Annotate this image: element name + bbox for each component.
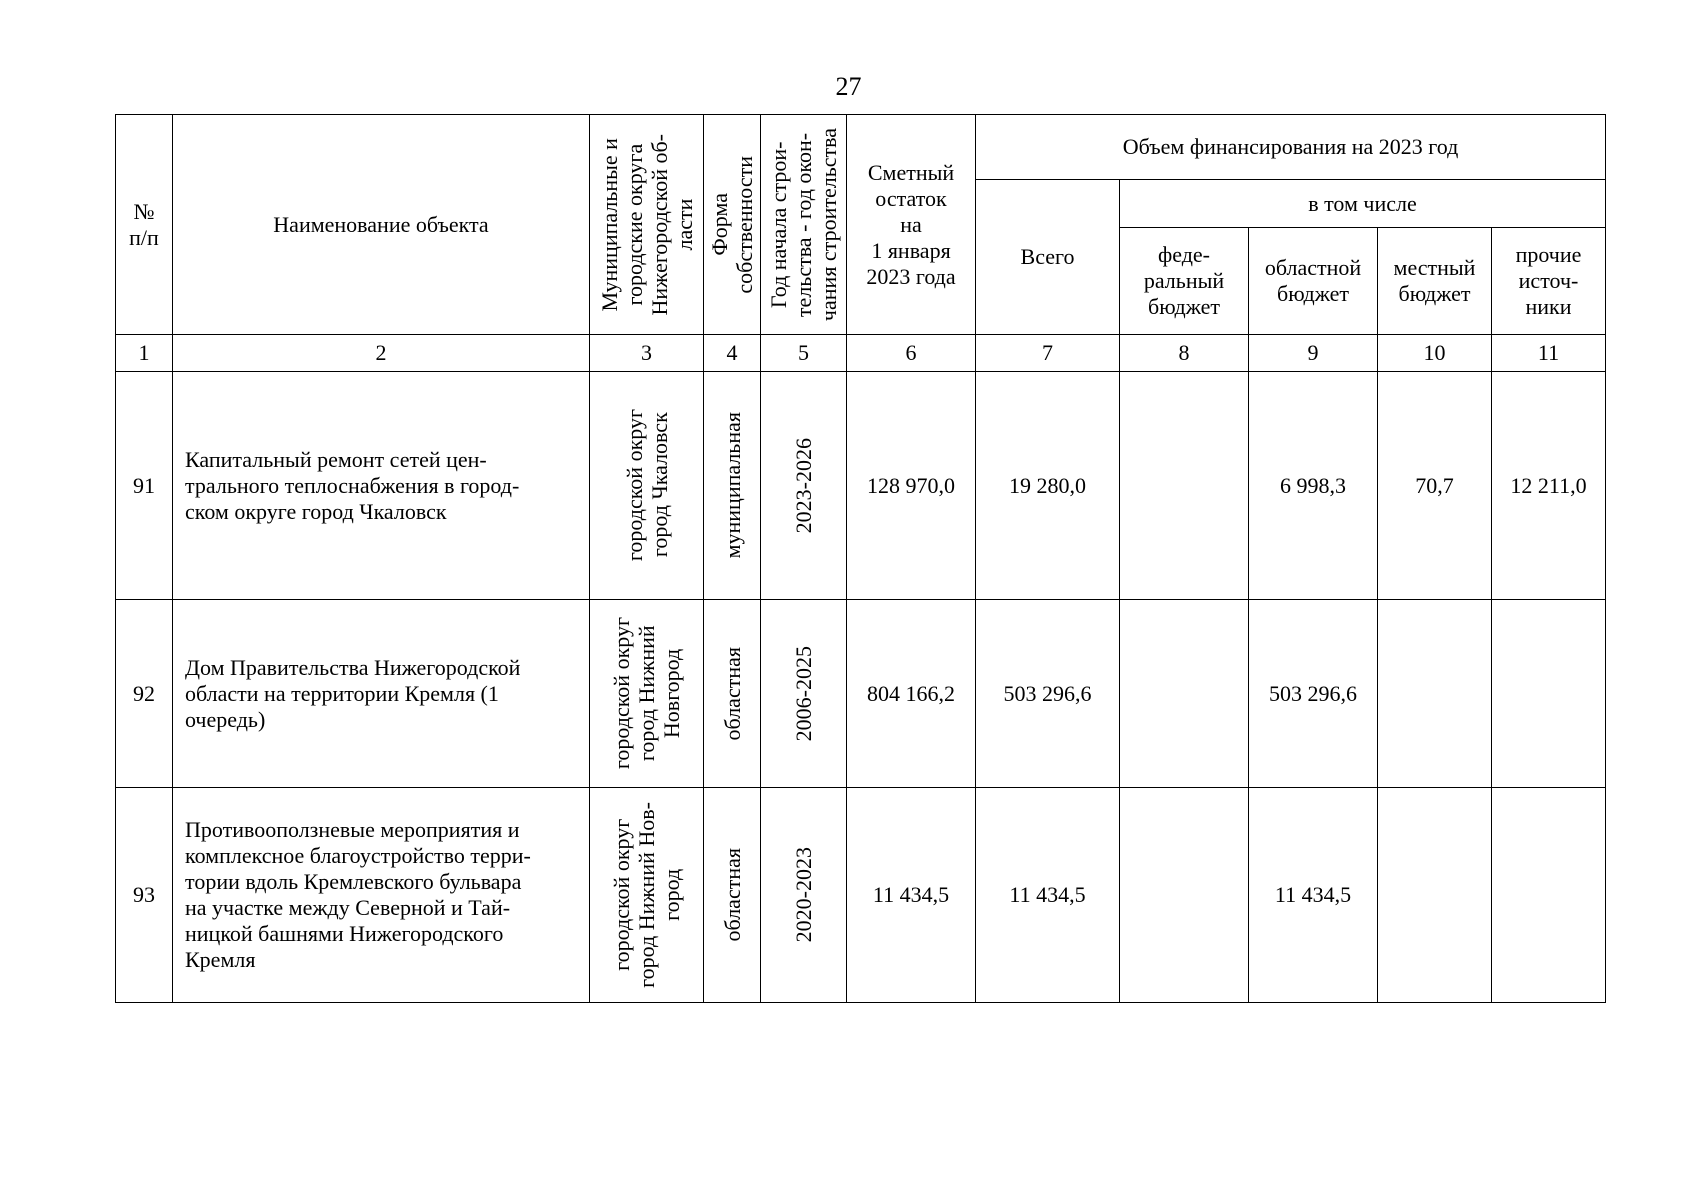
total-value: 19 280,0	[976, 372, 1120, 600]
total-value: 11 434,5	[976, 788, 1120, 1003]
header-federal: феде- ральный бюджет	[1120, 228, 1249, 335]
municipal-text: городской округ город Чкаловск	[621, 409, 672, 562]
header-ownership	[704, 115, 761, 335]
table-row	[116, 600, 1606, 788]
header-local: местный бюджет	[1378, 228, 1492, 335]
years-cell	[761, 788, 847, 1003]
object-name: Дом Правительства Нижегородской области на территории Кремля (1 очередь)	[173, 600, 590, 788]
ownership-cell	[704, 788, 761, 1003]
column-number: 1	[116, 335, 173, 372]
column-number: 11	[1492, 335, 1606, 372]
object-name: Противооползневые мероприятия и комплексное благоустройство терри- тории вдоль Кремлевского бульвара на участке между Северной и Тай- ницкой башнями Нижегородского Кремля	[173, 788, 590, 1003]
ownership-text: областная	[719, 646, 745, 741]
page-number: 27	[835, 72, 862, 101]
federal-value	[1120, 788, 1249, 1003]
years-cell	[761, 372, 847, 600]
federal-value	[1120, 372, 1249, 600]
header-num: № п/п	[116, 115, 173, 335]
regional-value: 6 998,3	[1249, 372, 1378, 600]
ownership-cell	[704, 372, 761, 600]
header-name: Наименование объекта	[173, 115, 590, 335]
years-text: 2023-2026	[791, 437, 816, 534]
table-row	[116, 788, 1606, 1003]
estimate-value: 128 970,0	[847, 372, 976, 600]
other-value	[1492, 788, 1606, 1003]
regional-value: 11 434,5	[1249, 788, 1378, 1003]
municipal-text: городской округ город Нижний Нов- город	[609, 802, 684, 988]
column-number: 3	[590, 335, 704, 372]
ownership-cell	[704, 600, 761, 788]
local-value	[1378, 600, 1492, 788]
years-cell	[761, 600, 847, 788]
header-ownership-text: Форма собственности	[707, 155, 757, 294]
header-total: Всего	[976, 180, 1120, 335]
financing-table	[115, 114, 1606, 1003]
row-num: 91	[116, 372, 173, 600]
table-row	[116, 372, 1606, 600]
header-years-text: Год начала строи- тельства - год окон- чания строительства	[766, 127, 841, 322]
federal-value	[1120, 600, 1249, 788]
municipal-cell	[590, 600, 704, 788]
local-value: 70,7	[1378, 372, 1492, 600]
row-num: 93	[116, 788, 173, 1003]
other-value	[1492, 600, 1606, 788]
column-number: 7	[976, 335, 1120, 372]
column-numbers-row	[116, 335, 1606, 372]
years-text: 2006-2025	[791, 645, 816, 742]
municipal-cell	[590, 788, 704, 1003]
header-funding-group: Объем финансирования на 2023 год	[976, 115, 1606, 180]
header-other: прочие источ- ники	[1492, 228, 1606, 335]
municipal-cell	[590, 372, 704, 600]
column-number: 6	[847, 335, 976, 372]
column-number: 8	[1120, 335, 1249, 372]
header-regional: областной бюджет	[1249, 228, 1378, 335]
header-including: в том числе	[1120, 180, 1606, 228]
header-municipal	[590, 115, 704, 335]
column-number: 2	[173, 335, 590, 372]
column-number: 4	[704, 335, 761, 372]
ownership-text: муниципальная	[719, 412, 745, 559]
object-name: Капитальный ремонт сетей цен- трального теплоснабжения в город- ском округе город Чкаловск	[173, 372, 590, 600]
column-number: 10	[1378, 335, 1492, 372]
estimate-value: 804 166,2	[847, 600, 976, 788]
estimate-value: 11 434,5	[847, 788, 976, 1003]
header-estimate: Сметный остаток на 1 января 2023 года	[847, 115, 976, 335]
header-years	[761, 115, 847, 335]
years-text: 2020-2023	[791, 847, 816, 943]
local-value	[1378, 788, 1492, 1003]
header-municipal-text: Муниципальные и городские округа Нижегородской об- ласти	[596, 133, 697, 316]
ownership-text: областная	[719, 848, 745, 942]
total-value: 503 296,6	[976, 600, 1120, 788]
column-number: 5	[761, 335, 847, 372]
other-value: 12 211,0	[1492, 372, 1606, 600]
municipal-text: городской округ город Нижний Новгород	[609, 617, 684, 770]
regional-value: 503 296,6	[1249, 600, 1378, 788]
column-number: 9	[1249, 335, 1378, 372]
row-num: 92	[116, 600, 173, 788]
